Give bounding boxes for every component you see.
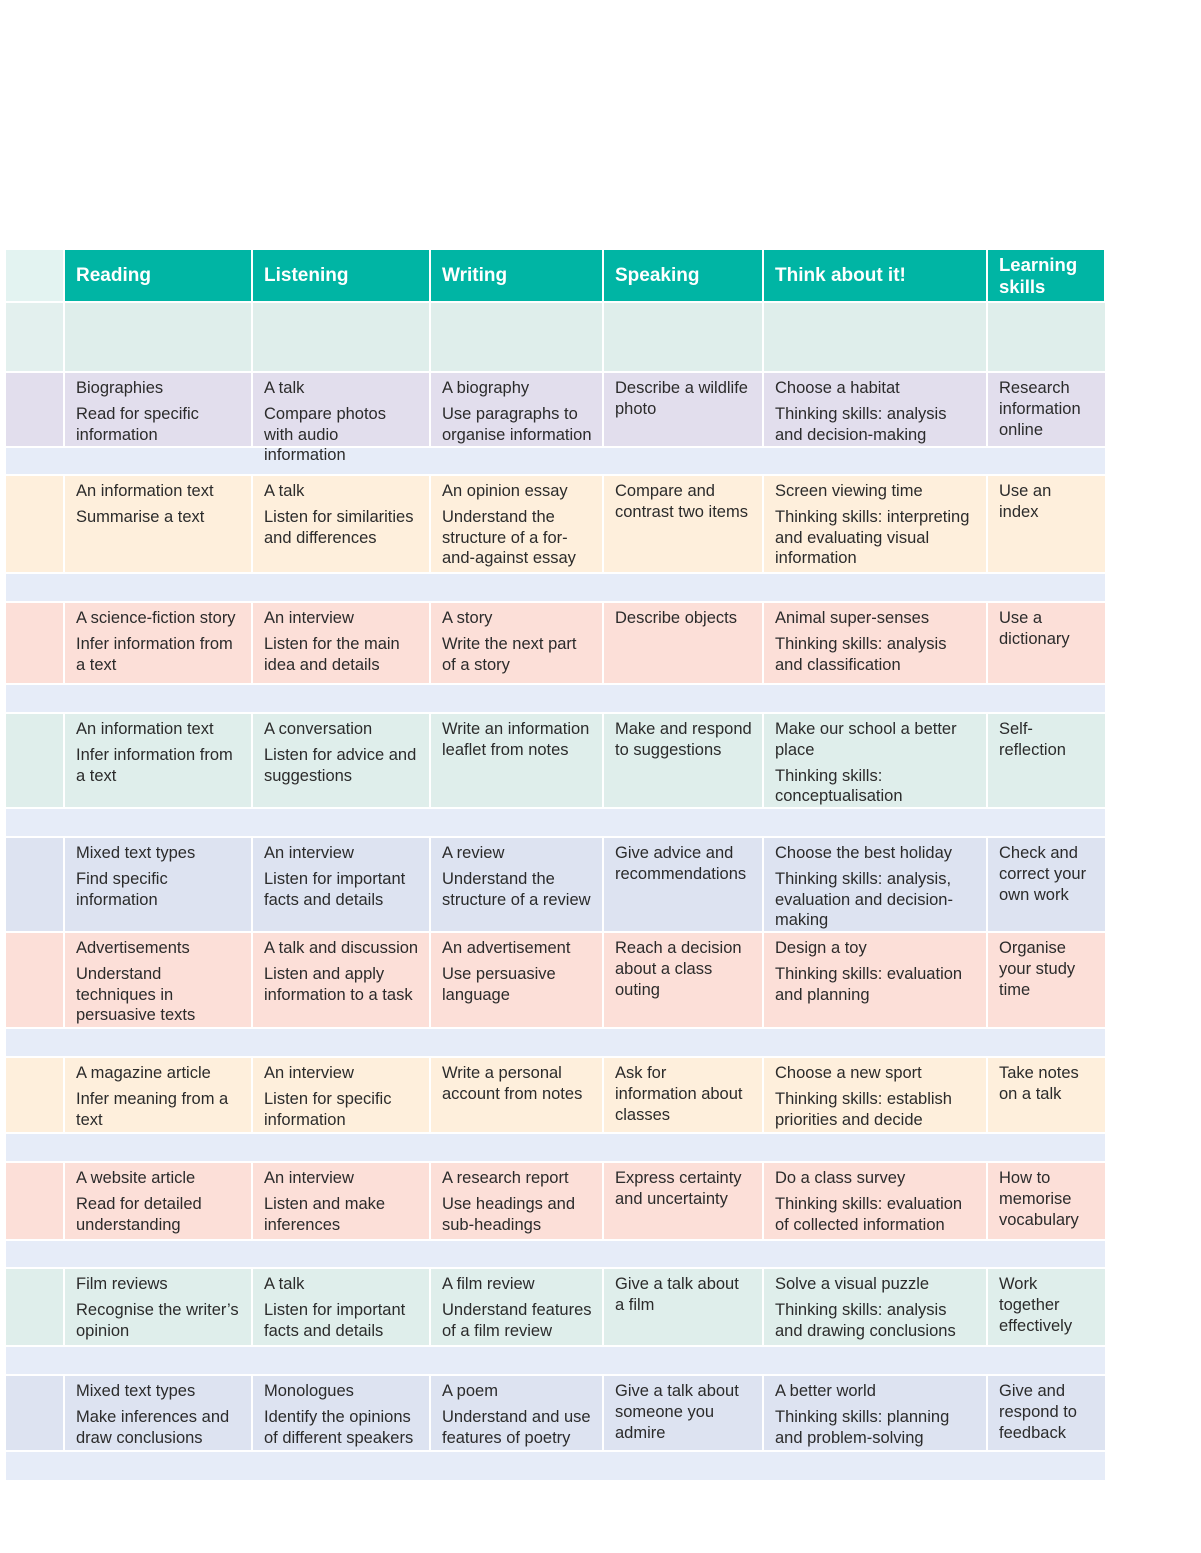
cell-detail: Understand the structure of a for-and-against essay [442,507,576,568]
cell-detail: Listen for important facts and details [264,869,406,909]
cell-detail: Listen and apply information to a task [264,964,413,1004]
table-cell [65,603,251,683]
table-cell [764,1269,986,1345]
table-cell [764,373,986,446]
cell-title: An interview [264,1064,354,1082]
column-header [431,250,602,301]
cell-title: Give a talk about a film [615,1275,739,1314]
cell-detail: Summarise a text [76,507,205,526]
table-cell [604,1269,762,1345]
cell-title: Research information online [999,379,1081,439]
table-cell [253,1058,429,1132]
table-cell [604,373,762,446]
row-stub [6,476,63,572]
cell-detail: Identify the opinions of different speakers [264,1407,414,1447]
cell-title: Self-reflection [999,720,1066,759]
column-header-label: Think about it! [775,264,906,286]
table-cell [604,714,762,807]
table-cell [431,1376,602,1450]
empty-cell [65,303,251,371]
cell-title: Give and respond to feedback [999,1382,1077,1442]
cell-title: Solve a visual puzzle [775,1275,930,1293]
cell-title: Choose the best holiday [775,844,953,862]
table-cell [253,714,429,807]
row-stub [6,714,63,807]
cell-detail: Thinking skills: evaluation of collected information [775,1194,963,1234]
cell-title: A review [442,844,505,862]
cell-title: Advertisements [76,939,190,957]
table-cell [253,1269,429,1345]
table-cell [764,933,986,1027]
cell-title: A website article [76,1169,196,1187]
table-cell [764,838,986,931]
header-stub [6,250,63,301]
column-header-label: Reading [76,264,151,286]
cell-title: Compare and contrast two items [615,482,748,521]
table-cell [604,476,762,572]
table-cell [253,1163,429,1239]
spacer-band [6,1347,1105,1374]
cell-detail: Find specific information [76,869,168,909]
spacer-band [6,1241,1105,1267]
table-cell [764,1376,986,1450]
column-header-label: Writing [442,264,508,286]
cell-detail: Read for detailed understanding [76,1194,202,1234]
table-cell [65,838,251,931]
cell-title: Work together effectively [999,1275,1073,1335]
spacer-band [6,1029,1105,1056]
table-cell [431,1163,602,1239]
table-cell [65,1269,251,1345]
table-cell [431,1269,602,1345]
cell-title: A talk [264,482,305,500]
cell-title: A conversation [264,720,373,738]
cell-detail: Thinking skills: analysis and classification [775,634,947,674]
column-header-label: Learning skills [999,253,1078,297]
cell-title: Biographies [76,379,164,397]
cell-detail: Thinking skills: establish priorities and decide [775,1089,952,1129]
cell-title: Screen viewing time [775,482,923,500]
cell-title: Animal super-senses [775,609,930,627]
table-cell [604,1058,762,1132]
table-cell [253,1376,429,1450]
cell-title: A talk [264,1275,305,1293]
cell-detail: Infer information from a text [76,634,233,674]
spacer-band [6,685,1105,712]
cell-detail: Listen for the main idea and details [264,634,400,674]
table-cell [764,1163,986,1239]
cell-title: Do a class survey [775,1169,906,1187]
empty-cell [6,303,63,371]
cell-title: Film reviews [76,1275,168,1293]
cell-title: Write a personal account from notes [442,1064,583,1103]
table-cell [431,373,602,446]
table-cell [604,933,762,1027]
table-cell [988,603,1105,683]
column-header [65,250,251,301]
cell-detail: Listen for specific information [264,1089,392,1129]
spacer-band [6,1452,1105,1480]
cell-title: A biography [442,379,530,397]
cell-title: A science-fiction story [76,609,236,627]
cell-title: A poem [442,1382,498,1400]
table-cell [988,1163,1105,1239]
cell-detail: Make inferences and draw conclusions [76,1407,230,1447]
cell-title: Write an information leaflet from notes [442,720,590,759]
table-cell [253,933,429,1027]
cell-title: An information text [76,482,214,500]
cell-detail: Thinking skills: analysis and drawing conclusions [775,1300,956,1340]
table-cell [764,603,986,683]
cell-title: Give a talk about someone you admire [615,1382,739,1442]
table-cell [431,476,602,572]
cell-title: A magazine article [76,1064,211,1082]
table-cell [988,476,1105,572]
cell-title: Mixed text types [76,844,196,862]
column-header [604,250,762,301]
table-cell [988,838,1105,931]
cell-title: A better world [775,1382,876,1400]
table-cell [604,603,762,683]
table-cell [988,714,1105,807]
cell-title: A talk and discussion [264,939,419,957]
cell-title: Make our school a better place [775,720,957,759]
cell-title: An interview [264,844,354,862]
cell-title: An interview [264,1169,354,1187]
column-header-label: Speaking [615,264,700,286]
cell-detail: Recognise the writer’s opinion [76,1300,239,1340]
cell-detail: Compare photos with audio information [264,404,386,465]
table-cell [253,476,429,572]
cell-detail: Understand features of a film review [442,1300,592,1340]
cell-title: Give advice and recommendations [615,844,747,883]
row-stub [6,1163,63,1239]
cell-title: A research report [442,1169,569,1187]
cell-detail: Infer meaning from a text [76,1089,229,1129]
row-stub [6,933,63,1027]
cell-title: How to memorise vocabulary [999,1169,1079,1229]
empty-cell [604,303,762,371]
cell-title: Use an index [999,482,1052,521]
cell-detail: Understand the structure of a review [442,869,591,909]
column-header [988,250,1104,301]
cell-title: An interview [264,609,354,627]
empty-cell [253,303,429,371]
cell-detail: Use paragraphs to organise information [442,404,592,444]
table-cell [988,1376,1105,1450]
table-cell [988,1058,1105,1132]
cell-detail: Understand and use features of poetry [442,1407,591,1447]
cell-title: Choose a new sport [775,1064,922,1082]
cell-title: Choose a habitat [775,379,900,397]
column-header [253,250,429,301]
table-cell [65,1163,251,1239]
table-cell [431,603,602,683]
cell-title: Express certainty and uncertainty [615,1169,742,1208]
table-cell [988,933,1105,1027]
spacer-band [6,574,1105,601]
cell-detail: Thinking skills: interpreting and evaluating visual information [775,507,970,568]
table-cell [253,373,429,465]
table-cell [764,476,986,572]
spacer-band [6,809,1105,836]
table-cell [65,933,251,1027]
row-stub [6,1269,63,1345]
cell-title: Check and correct your own work [999,844,1087,904]
column-header [764,250,986,301]
cell-title: Monologues [264,1382,354,1400]
cell-title: An information text [76,720,214,738]
cell-title: Use a dictionary [999,609,1070,648]
table-cell [764,1058,986,1132]
cell-title: Describe objects [615,609,737,627]
table-cell [253,838,429,931]
row-stub [6,373,63,446]
table-cell [988,373,1105,446]
cell-detail: Listen for similarities and differences [264,507,414,547]
table-cell [65,1376,251,1450]
cell-detail: Thinking skills: analysis and decision-making [775,404,947,444]
table-cell [65,373,251,446]
cell-title: An advertisement [442,939,571,957]
table-cell [65,714,251,807]
cell-title: Describe a wildlife photo [615,379,748,418]
table-cell [431,933,602,1027]
empty-cell [988,303,1105,371]
table-cell [604,838,762,931]
cell-detail: Thinking skills: conceptualisation [775,766,903,806]
cell-detail: Listen and make inferences [264,1194,386,1234]
spacer-band [6,448,1105,474]
cell-detail: Write the next part of a story [442,634,577,674]
cell-detail: Thinking skills: analysis, evaluation and decision-making [775,869,953,930]
table-cell [253,603,429,683]
row-stub [6,1058,63,1132]
cell-title: A film review [442,1275,535,1293]
cell-title: Organise your study time [999,939,1076,999]
table-cell [65,476,251,572]
spacer-band [6,1134,1105,1161]
cell-title: An opinion essay [442,482,568,500]
cell-title: Take notes on a talk [999,1064,1079,1103]
cell-detail: Listen for advice and suggestions [264,745,417,785]
table-cell [988,1269,1105,1345]
cell-detail: Use persuasive language [442,964,556,1004]
table-cell [764,714,986,807]
table-cell [431,714,602,807]
cell-title: Mixed text types [76,1382,196,1400]
cell-detail: Understand techniques in persuasive texts [76,964,196,1025]
table-cell [604,1376,762,1450]
table-cell [431,1058,602,1132]
cell-detail: Thinking skills: evaluation and planning [775,964,963,1004]
column-header-label: Listening [264,264,349,286]
row-stub [6,1376,63,1450]
row-stub [6,603,63,683]
cell-detail: Listen for important facts and details [264,1300,406,1340]
cell-title: A story [442,609,493,627]
cell-detail: Infer information from a text [76,745,233,785]
table-cell [65,1058,251,1132]
row-stub [6,838,63,931]
cell-detail: Use headings and sub-headings [442,1194,576,1234]
empty-cell [431,303,602,371]
cell-detail: Thinking skills: planning and problem-solving [775,1407,950,1447]
cell-title: Make and respond to suggestions [615,720,752,759]
empty-cell [764,303,986,371]
table-cell [431,838,602,931]
cell-title: A talk [264,379,305,397]
cell-title: Ask for information about classes [615,1064,743,1124]
cell-detail: Read for specific information [76,404,199,444]
cell-title: Design a toy [775,939,867,957]
cell-title: Reach a decision about a class outing [615,939,742,999]
table-cell [604,1163,762,1239]
